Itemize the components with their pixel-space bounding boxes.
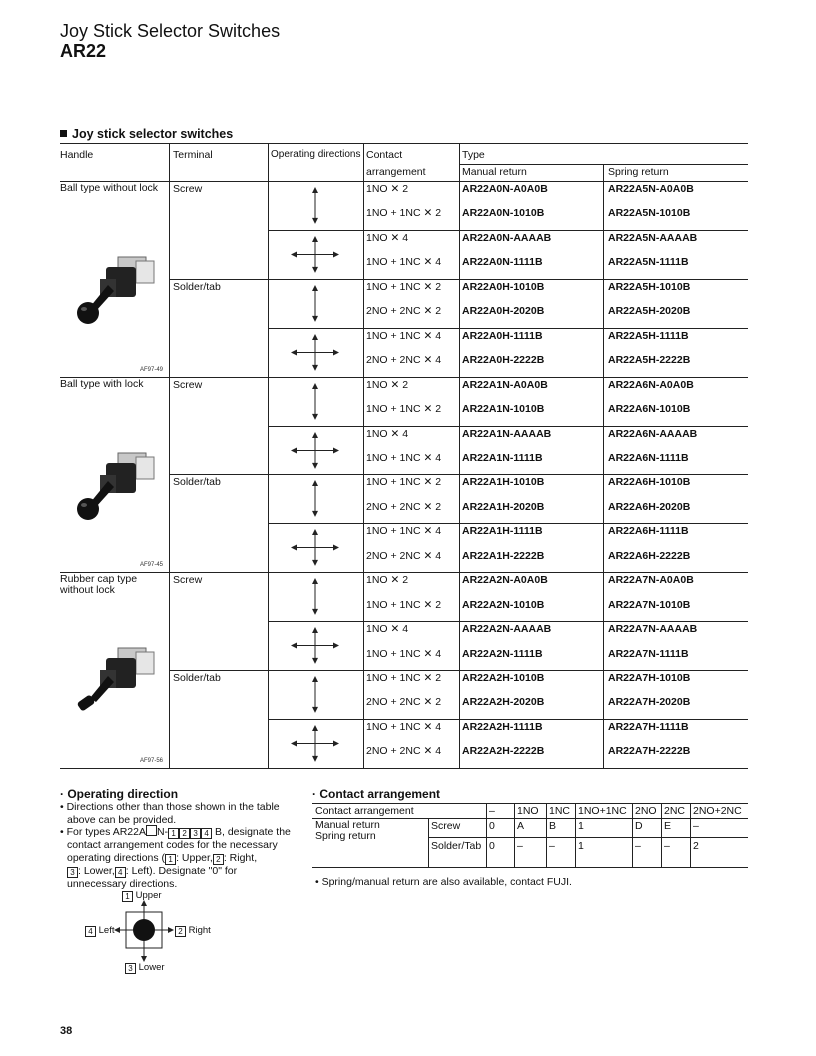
note-line: operating directions ( 1 : Upper, 2 : Right, bbox=[67, 851, 258, 864]
label-upper: 1 Upper bbox=[122, 890, 162, 902]
ca-column-header: 2NO+2NC bbox=[693, 805, 742, 817]
manual-return-type: AR22A1H-2222B bbox=[462, 549, 545, 562]
two-way-arrow-icon bbox=[290, 478, 340, 519]
spring-return-type: AR22A5H-1010B bbox=[608, 280, 691, 293]
spring-return-type: AR22A6N-A0A0B bbox=[608, 378, 694, 391]
group-rule bbox=[268, 328, 748, 329]
box-digit: 4 bbox=[201, 828, 212, 839]
ca-column-divider bbox=[632, 803, 633, 867]
header-divider bbox=[268, 143, 269, 181]
manual-return-type: AR22A0N-A0A0B bbox=[462, 183, 548, 195]
header-operating-directions: Operating directions bbox=[271, 149, 361, 160]
note-line: • Directions other than those shown in the table bbox=[60, 801, 280, 813]
contact-arrangement-cell: 1NO ✕ 4 bbox=[366, 623, 409, 636]
contact-arrangement-cell: 1NO + 1NC ✕ 4 bbox=[366, 329, 442, 342]
terminal-label: Solder/tab bbox=[173, 672, 221, 684]
manual-return-type: AR22A2H-1111B bbox=[462, 720, 543, 733]
operating-note-1 bbox=[60, 801, 280, 826]
ca-column-header: 1NC bbox=[549, 805, 571, 817]
spring-return-type: AR22A7N-1010B bbox=[608, 598, 691, 611]
ca-column-divider bbox=[661, 803, 662, 867]
header-divider bbox=[169, 143, 170, 181]
spring-return-type: AR22A5H-2222B bbox=[608, 354, 691, 367]
ca-column-divider bbox=[514, 803, 515, 867]
contact-arrangement-cell: 1NO + 1NC ✕ 4 bbox=[366, 525, 442, 538]
contact-arrangement-cell: 2NO + 2NC ✕ 4 bbox=[366, 549, 442, 562]
column-divider bbox=[603, 181, 604, 768]
switch-photo bbox=[70, 640, 170, 720]
four-way-arrow-icon bbox=[290, 723, 340, 764]
contact-arrangement-cell: 1NO ✕ 2 bbox=[366, 183, 409, 195]
header-divider bbox=[363, 143, 364, 181]
two-way-arrow-icon bbox=[290, 381, 340, 422]
page-number: 38 bbox=[60, 1025, 73, 1037]
ca-return-label bbox=[315, 820, 380, 842]
ca-column-header: 2NO bbox=[635, 805, 657, 817]
contact-arrangement-cell: 1NO + 1NC ✕ 4 bbox=[366, 720, 442, 733]
spring-return-type: AR22A6N-AAAAB bbox=[608, 427, 698, 440]
group-rule bbox=[268, 523, 748, 524]
ca-column-header: 1NO bbox=[517, 805, 539, 817]
spring-return-type: AR22A6H-2020B bbox=[608, 500, 691, 513]
ca-column-divider bbox=[486, 803, 487, 867]
contact-arrangement-cell: 1NO + 1NC ✕ 4 bbox=[366, 451, 442, 464]
operating-direction-heading: · Operating direction bbox=[60, 787, 179, 801]
contact-arrangement-cell: 2NO + 2NC ✕ 4 bbox=[366, 354, 442, 367]
ca-header-label: Contact arrangement bbox=[315, 805, 414, 817]
spring-return-type: AR22A7H-2020B bbox=[608, 696, 691, 709]
ca-cell: – bbox=[664, 840, 670, 852]
manual-return-type: AR22A1N-AAAAB bbox=[462, 427, 552, 440]
header-type: Type bbox=[462, 149, 485, 161]
ca-cell: – bbox=[517, 840, 523, 852]
model-number: AR22 bbox=[60, 41, 107, 61]
contact-arrangement-cell: 2NO + 2NC ✕ 4 bbox=[366, 745, 442, 758]
block-rule bbox=[60, 768, 748, 769]
terminal-label: Screw bbox=[173, 574, 203, 587]
spring-return-type: AR22A7N-A0A0B bbox=[608, 574, 694, 587]
manual-return-type: AR22A1H-2020B bbox=[462, 500, 545, 513]
spring-return-type: AR22A6N-1111B bbox=[608, 451, 689, 464]
ca-bottom-rule bbox=[312, 867, 748, 868]
spring-return-type: AR22A5N-1111B bbox=[608, 256, 689, 269]
manual-return-type: AR22A2N-1010B bbox=[462, 598, 545, 611]
note-line: above can be provided. bbox=[67, 813, 177, 826]
spring-return-type: AR22A7N-1111B bbox=[608, 647, 689, 660]
ca-cell: – bbox=[549, 840, 555, 852]
contact-arrangement-cell: 1NO + 1NC ✕ 4 bbox=[366, 647, 442, 660]
ca-top-rule bbox=[312, 803, 748, 804]
group-rule bbox=[268, 719, 748, 720]
table-top-rule bbox=[60, 143, 748, 144]
contact-arrangement-heading: · Contact arrangement bbox=[312, 787, 441, 801]
manual-return-type: AR22A0N-AAAAB bbox=[462, 231, 552, 244]
note-line: • For types AR22A N- 1 2 3 4 B, designate the bbox=[60, 826, 291, 838]
spring-return-type: AR22A6H-1111B bbox=[608, 525, 689, 538]
contact-arrangement-cell: 1NO ✕ 2 bbox=[366, 574, 409, 587]
ca-column-divider bbox=[546, 803, 547, 867]
switch-photo bbox=[70, 249, 170, 329]
spring-return-type: AR22A5H-1111B bbox=[608, 329, 689, 342]
manual-return-type: AR22A0H-2222B bbox=[462, 354, 545, 367]
note-line: contact arrangement codes for the necessary bbox=[67, 839, 278, 851]
contact-arrangement-cell: 2NO + 2NC ✕ 2 bbox=[366, 696, 442, 709]
contact-arrangement-cell: 1NO ✕ 2 bbox=[366, 378, 409, 391]
header-divider bbox=[459, 143, 460, 181]
label-right: 2 Right bbox=[175, 925, 211, 937]
ca-return-line: Manual return bbox=[315, 819, 380, 831]
ca-cell: – bbox=[693, 820, 699, 832]
handle-name bbox=[60, 183, 158, 194]
contact-arrangement-cell: 2NO + 2NC ✕ 2 bbox=[366, 305, 442, 318]
box-digit: 1 bbox=[168, 828, 179, 839]
block-rule bbox=[60, 377, 748, 378]
ca-divider bbox=[428, 818, 429, 867]
manual-return-type: AR22A0N-1111B bbox=[462, 256, 543, 269]
spring-return-type: AR22A7H-1111B bbox=[608, 720, 689, 733]
ca-cell: 2 bbox=[693, 840, 699, 852]
contact-arrangement-cell: 1NO ✕ 4 bbox=[366, 231, 409, 244]
manual-return-type: AR22A1N-1010B bbox=[462, 403, 545, 416]
ca-cell: 1 bbox=[578, 840, 584, 852]
spring-return-type: AR22A5N-AAAAB bbox=[608, 231, 698, 244]
contact-arrangement-cell: 1NO + 1NC ✕ 4 bbox=[366, 256, 442, 269]
header-manual-return: Manual return bbox=[462, 166, 527, 178]
header-bottom-rule bbox=[60, 181, 748, 182]
manual-return-type: AR22A2N-A0A0B bbox=[462, 574, 548, 587]
ca-cell: B bbox=[549, 820, 557, 832]
header-terminal: Terminal bbox=[173, 149, 213, 161]
right-arrow-icon bbox=[168, 927, 174, 933]
two-way-arrow-icon bbox=[290, 576, 340, 617]
page-title: Joy Stick Selector Switches bbox=[60, 21, 281, 41]
box-digit: 2 bbox=[213, 854, 224, 865]
contact-arrangement-cell: 1NO + 1NC ✕ 2 bbox=[366, 207, 442, 220]
blank-box bbox=[146, 825, 157, 836]
header-divider bbox=[603, 164, 604, 181]
terminal-label: Solder/tab bbox=[173, 476, 221, 489]
manual-return-type: AR22A2H-1010B bbox=[462, 672, 545, 684]
box-digit: 3 bbox=[67, 867, 78, 878]
contact-arrangement-cell: 2NO + 2NC ✕ 2 bbox=[366, 500, 442, 513]
header-spring-return: Spring return bbox=[608, 166, 669, 178]
ca-cell: 0 bbox=[489, 840, 495, 852]
photo-code: AF97-49 bbox=[140, 366, 164, 373]
ca-mid-rule bbox=[428, 837, 748, 838]
ca-footnote: • Spring/manual return are also available, contact FUJI. bbox=[315, 876, 572, 888]
label-left: 4 Left bbox=[85, 925, 115, 937]
group-rule bbox=[268, 230, 748, 231]
ca-return-line: Spring return bbox=[315, 830, 376, 842]
ca-column-divider bbox=[690, 803, 691, 867]
contact-arrangement-cell: 1NO ✕ 4 bbox=[366, 427, 409, 440]
note-line: 3 : Lower, 4 : Left). Designate "0" for bbox=[60, 865, 291, 878]
manual-return-type: AR22A1N-1111B bbox=[462, 451, 543, 464]
column-divider bbox=[169, 181, 170, 768]
contact-arrangement-cell: 1NO + 1NC ✕ 2 bbox=[366, 403, 442, 416]
handle-name bbox=[60, 574, 137, 596]
spring-return-type: AR22A5H-2020B bbox=[608, 305, 691, 318]
spring-return-type: AR22A7H-2222B bbox=[608, 745, 691, 758]
column-divider bbox=[268, 181, 269, 768]
spring-return-type: AR22A6N-1010B bbox=[608, 403, 691, 416]
ca-cell: E bbox=[664, 820, 672, 832]
manual-return-type: AR22A0H-1010B bbox=[462, 280, 545, 293]
spring-return-type: AR22A7H-1010B bbox=[608, 672, 691, 684]
ca-cell: – bbox=[635, 840, 641, 852]
manual-return-type: AR22A2N-AAAAB bbox=[462, 623, 552, 636]
label-lower: 3 Lower bbox=[125, 962, 165, 974]
contact-arrangement-cell: 1NO + 1NC ✕ 2 bbox=[366, 476, 442, 489]
photo-code: AF97-45 bbox=[140, 562, 164, 569]
spring-return-type: AR22A6H-1010B bbox=[608, 476, 691, 489]
contact-arrangement-cell: 1NO + 1NC ✕ 2 bbox=[366, 672, 442, 684]
ca-terminal-screw: Screw bbox=[431, 820, 461, 832]
manual-return-type: AR22A0H-2020B bbox=[462, 305, 545, 318]
terminal-label: Screw bbox=[173, 378, 203, 391]
switch-photo bbox=[70, 445, 170, 525]
terminal-label: Solder/tab bbox=[173, 280, 221, 293]
spring-return-type: AR22A5N-1010B bbox=[608, 207, 691, 220]
spring-return-type: AR22A6H-2222B bbox=[608, 549, 691, 562]
ca-cell: 1 bbox=[578, 820, 584, 832]
ca-cell: 0 bbox=[489, 820, 495, 832]
ca-column-header: 1NO+1NC bbox=[578, 805, 627, 817]
manual-return-type: AR22A2N-1111B bbox=[462, 647, 543, 660]
group-rule bbox=[268, 621, 748, 622]
terminal-label: Screw bbox=[173, 183, 203, 195]
handle-name-line: Ball type without lock bbox=[60, 182, 159, 194]
column-divider bbox=[363, 181, 364, 768]
four-way-arrow-icon bbox=[290, 430, 340, 471]
block-rule bbox=[60, 572, 748, 573]
section-title: Joy stick selector switches bbox=[60, 127, 233, 141]
header-contact: Contact bbox=[366, 149, 403, 161]
box-digit: 4 bbox=[115, 867, 126, 878]
four-way-arrow-icon bbox=[290, 625, 340, 666]
manual-return-type: AR22A1N-A0A0B bbox=[462, 378, 548, 391]
header-arrangement: arrangement bbox=[366, 166, 426, 178]
note-line: unnecessary directions. bbox=[67, 877, 178, 890]
contact-arrangement-cell: 1NO + 1NC ✕ 2 bbox=[366, 280, 442, 293]
handle-name-line: Ball type with lock bbox=[60, 377, 144, 390]
manual-return-type: AR22A0H-1111B bbox=[462, 329, 543, 342]
handle-name-line: Rubber cap type bbox=[60, 573, 138, 586]
box-digit: 1 bbox=[165, 854, 176, 865]
box-digit: 3 bbox=[190, 828, 201, 839]
manual-return-type: AR22A1H-1111B bbox=[462, 525, 543, 538]
column-divider bbox=[459, 181, 460, 768]
manual-return-type: AR22A1H-1010B bbox=[462, 476, 545, 489]
ca-terminal-solder: Solder/Tab bbox=[431, 840, 482, 852]
ca-column-header: – bbox=[489, 805, 495, 817]
ca-cell: D bbox=[635, 820, 643, 832]
joystick-knob-icon bbox=[133, 919, 155, 941]
ca-cell: A bbox=[517, 820, 525, 832]
four-way-arrow-icon bbox=[290, 332, 340, 373]
handle-name bbox=[60, 379, 143, 390]
group-rule bbox=[268, 426, 748, 427]
manual-return-type: AR22A2H-2222B bbox=[462, 745, 545, 758]
two-way-arrow-icon bbox=[290, 674, 340, 715]
contact-arrangement-cell: 1NO + 1NC ✕ 2 bbox=[366, 598, 442, 611]
ca-column-header: 2NC bbox=[664, 805, 686, 817]
header-handle: Handle bbox=[60, 149, 94, 161]
four-way-arrow-icon bbox=[290, 234, 340, 275]
four-way-arrow-icon bbox=[290, 527, 340, 568]
two-way-arrow-icon bbox=[290, 185, 340, 226]
photo-code: AF97-56 bbox=[140, 757, 164, 764]
two-way-arrow-icon bbox=[290, 283, 340, 324]
spring-return-type: AR22A7N-AAAAB bbox=[608, 623, 698, 636]
operating-note-2 bbox=[60, 825, 291, 890]
manual-return-type: AR22A2H-2020B bbox=[462, 696, 545, 709]
manual-return-type: AR22A0N-1010B bbox=[462, 207, 545, 220]
ca-column-divider bbox=[575, 803, 576, 867]
spring-return-type: AR22A5N-A0A0B bbox=[608, 183, 694, 195]
handle-name-line: without lock bbox=[60, 584, 115, 597]
box-digit: 2 bbox=[179, 828, 190, 839]
